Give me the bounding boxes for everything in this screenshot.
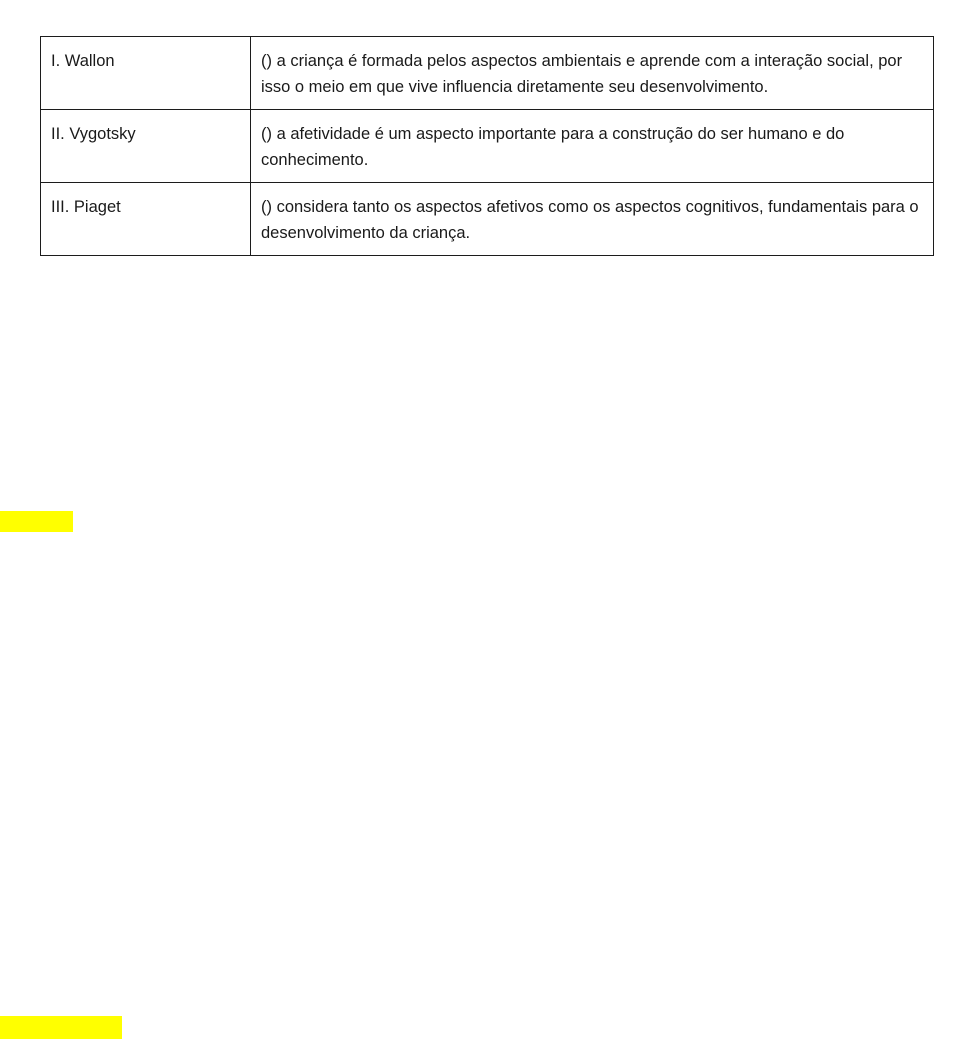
statement-cell: () a criança é formada pelos aspectos ambientais e aprende com a interação social, por isso o meio em que vive influencia diretamente seu desenvolvimento. (251, 37, 934, 110)
yellow-highlight-mark (0, 511, 73, 532)
author-cell: I. Wallon (41, 37, 251, 110)
table-row (41, 110, 934, 183)
author-cell: III. Piaget (41, 183, 251, 256)
table-row (41, 37, 934, 110)
matching-table (40, 36, 934, 256)
author-cell: II. Vygotsky (41, 110, 251, 183)
yellow-highlight-mark (0, 1016, 122, 1039)
table-row (41, 183, 934, 256)
statement-cell: () considera tanto os aspectos afetivos como os aspectos cognitivos, fundamentais para o desenvolvimento da criança. (251, 183, 934, 256)
statement-cell: () a afetividade é um aspecto importante para a construção do ser humano e do conhecimento. (251, 110, 934, 183)
